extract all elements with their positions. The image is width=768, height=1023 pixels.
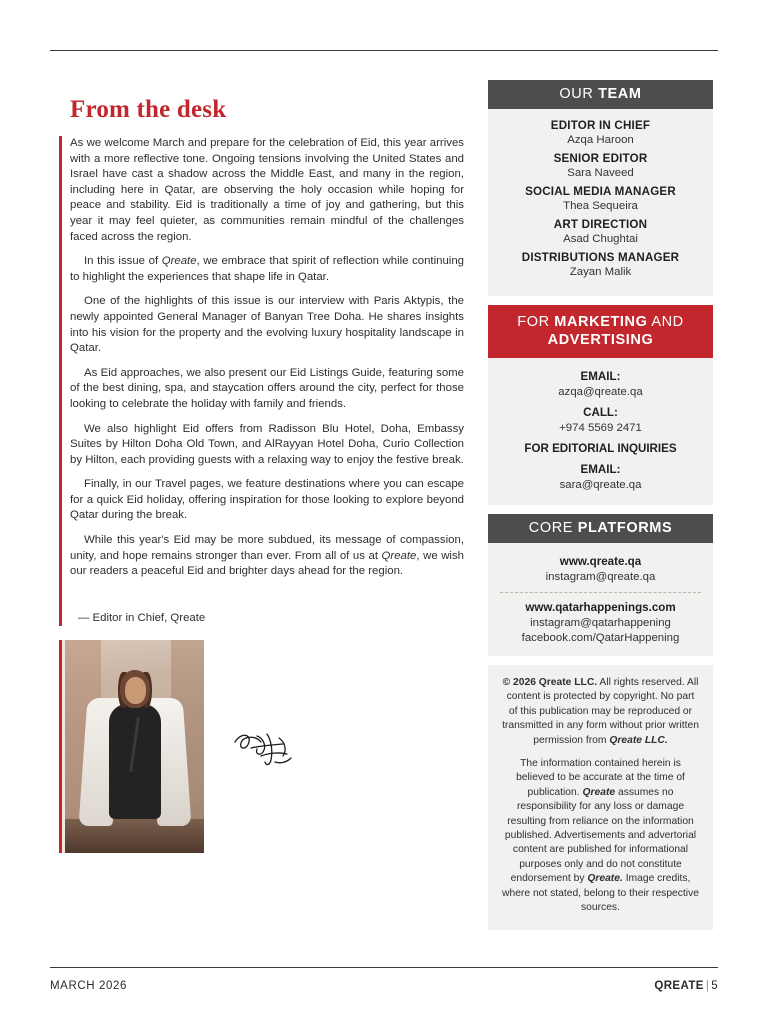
- footer-brand: QREATE: [654, 980, 704, 992]
- bottom-rule: [50, 967, 718, 968]
- editor-portrait: [59, 640, 204, 853]
- portrait-and-signature: [59, 640, 464, 856]
- disclaimer-text-3: Image credits, where not stated, belong to their respective sources.: [502, 873, 699, 914]
- top-rule: [50, 50, 718, 51]
- platform-facebook-qatarhappening[interactable]: facebook.com/QatarHappening: [521, 632, 680, 644]
- editorial-body: [59, 136, 464, 626]
- team-member-role: SENIOR EDITOR: [553, 152, 648, 165]
- editorial-inquiries-label: FOR EDITORIAL INQUIRIES: [524, 442, 677, 455]
- platform-instagram-qreate[interactable]: instagram@qreate.qa: [545, 571, 656, 583]
- editorial-signoff: — Editor in Chief, Qreate: [78, 611, 206, 624]
- team-member: [498, 185, 703, 212]
- footer-separator: |: [705, 980, 710, 992]
- marketing-heading: [488, 305, 713, 358]
- our-team-heading-light: OUR: [559, 86, 599, 102]
- team-member: [498, 152, 703, 179]
- disclaimer-brand-2: Qreate.: [587, 873, 623, 885]
- marketing-heading-light: FOR: [517, 314, 555, 330]
- sidebar: [488, 80, 713, 930]
- editorial-email-value[interactable]: sara@qreate.qa: [559, 479, 642, 491]
- team-panel: [488, 109, 713, 296]
- core-platforms-heading-light: CORE: [528, 520, 578, 536]
- disclaimer-text-1: The information contained herein is believed to be accurate at the time of publication.: [516, 758, 685, 798]
- page-footer: [50, 980, 718, 992]
- disclaimer-paragraph: [502, 757, 699, 915]
- our-team-heading: [488, 80, 713, 109]
- disclaimer-text-2: assumes no responsibility for any loss or damage resulting from reliance on the information published. Advertisements and advertorial content are published for informational purposes only and do not constitute endorsement by: [504, 786, 697, 885]
- copyright-text: All rights reserved. All content is protected by copyright. No part of this publication may be reproduced or transmitted in any form without prior written permission from: [502, 677, 699, 746]
- team-member: [498, 251, 703, 278]
- team-member-role: ART DIRECTION: [553, 218, 648, 231]
- our-team-heading-bold: TEAM: [598, 86, 642, 102]
- team-member-role: SOCIAL MEDIA MANAGER: [525, 185, 676, 198]
- editorial-column: [70, 96, 464, 856]
- editorial-email-label: EMAIL:: [580, 463, 621, 476]
- core-platforms-heading: [488, 514, 713, 543]
- copyright-entity: Qreate LLC.: [609, 734, 668, 746]
- platform-website-qatarhappenings[interactable]: www.qatarhappenings.com: [525, 601, 676, 614]
- marketing-email-label: EMAIL:: [580, 370, 621, 383]
- editorial-paragraph: We also highlight Eid offers from Radisson Blu Hotel, Doha, Embassy Suites by Hilton Doha Old Town, and AlRayyan Hotel Doha, Curio Collection by Hilton, each providing guests with a relaxing way to enjoy the festive break.: [70, 422, 464, 466]
- page-title: From the desk: [70, 96, 227, 123]
- copyright-owner: © 2026 Qreate LLC.: [502, 677, 598, 688]
- platforms-panel: [488, 543, 713, 656]
- marketing-contact-panel: [488, 358, 713, 505]
- editorial-paragraph: As we welcome March and prepare for the celebration of Eid, this year arrives with a more reflective tone. Ongoing tensions involving the United States and Israel have cast a shadow across the Middle East, and many in the region, including here in Qatar, are observing the holy occasion while hoping for peace and stability. Eid is traditionally a time of joy and gathering, but this year it may feel quieter, as communities remain mindful of the challenges faced across the region.: [70, 137, 464, 243]
- editorial-paragraph: One of the highlights of this issue is our interview with Paris Aktypis, the newly appointed General Manager of Banyan Tree Doha. He shares insights into his vision for the property and the evolving luxury hospitality landscape in Qatar.: [70, 295, 464, 355]
- team-member-name: Asad Chughtai: [563, 233, 638, 245]
- core-platforms-heading-bold: PLATFORMS: [577, 520, 673, 536]
- advertising-heading: ADVERTISING: [547, 332, 654, 348]
- team-member: [498, 218, 703, 245]
- team-member: [498, 119, 703, 146]
- team-member-name: Sara Naveed: [567, 167, 634, 179]
- platform-divider: [500, 592, 701, 593]
- copyright-paragraph: [502, 676, 699, 748]
- signature-icon: [227, 726, 307, 772]
- marketing-email-value[interactable]: azqa@qreate.qa: [558, 386, 643, 398]
- team-member-role: DISTRIBUTIONS MANAGER: [521, 251, 680, 264]
- disclaimer-brand: Qreate: [582, 786, 616, 798]
- marketing-call-label: CALL:: [583, 406, 618, 419]
- footer-page-number: 5: [711, 980, 718, 992]
- editorial-paragraph: Finally, in our Travel pages, we feature destinations where you can escape for a quick Eid holiday, offering inspiration for those looking to explore beyond Qatar during the break.: [70, 478, 464, 522]
- team-member-role: EDITOR IN CHIEF: [550, 119, 651, 132]
- marketing-heading-tail: AND: [647, 314, 684, 330]
- marketing-call-value[interactable]: +974 5569 2471: [559, 422, 642, 434]
- footer-issue-date: MARCH 2026: [50, 980, 127, 992]
- team-member-name: Thea Sequeira: [563, 200, 638, 212]
- platform-website-qreate[interactable]: www.qreate.qa: [559, 555, 642, 568]
- team-member-name: Azqa Haroon: [567, 134, 634, 146]
- team-member-name: Zayan Malik: [569, 266, 632, 278]
- platform-instagram-qatarhappening[interactable]: instagram@qatarhappening: [530, 617, 671, 629]
- legal-notice: [488, 665, 713, 930]
- marketing-heading-bold: MARKETING: [554, 314, 648, 330]
- footer-brand-block: [654, 980, 718, 992]
- editorial-paragraph: As Eid approaches, we also present our Eid Listings Guide, featuring some of the best dining, spa, and staycation offers around the city, perfect for those looking to celebrate the holiday with family and friends.: [70, 366, 464, 410]
- editorial-paragraph: While this year's Eid may be more subdued, its message of compassion, unity, and hope remains stronger than ever. From all of us at Qreate, we wish our readers a peaceful Eid and brighter days ahead for the region.: [70, 534, 464, 578]
- editorial-paragraph: In this issue of Qreate, we embrace that spirit of reflection while continuing to highlight the experiences that shape life in Qatar.: [70, 255, 464, 283]
